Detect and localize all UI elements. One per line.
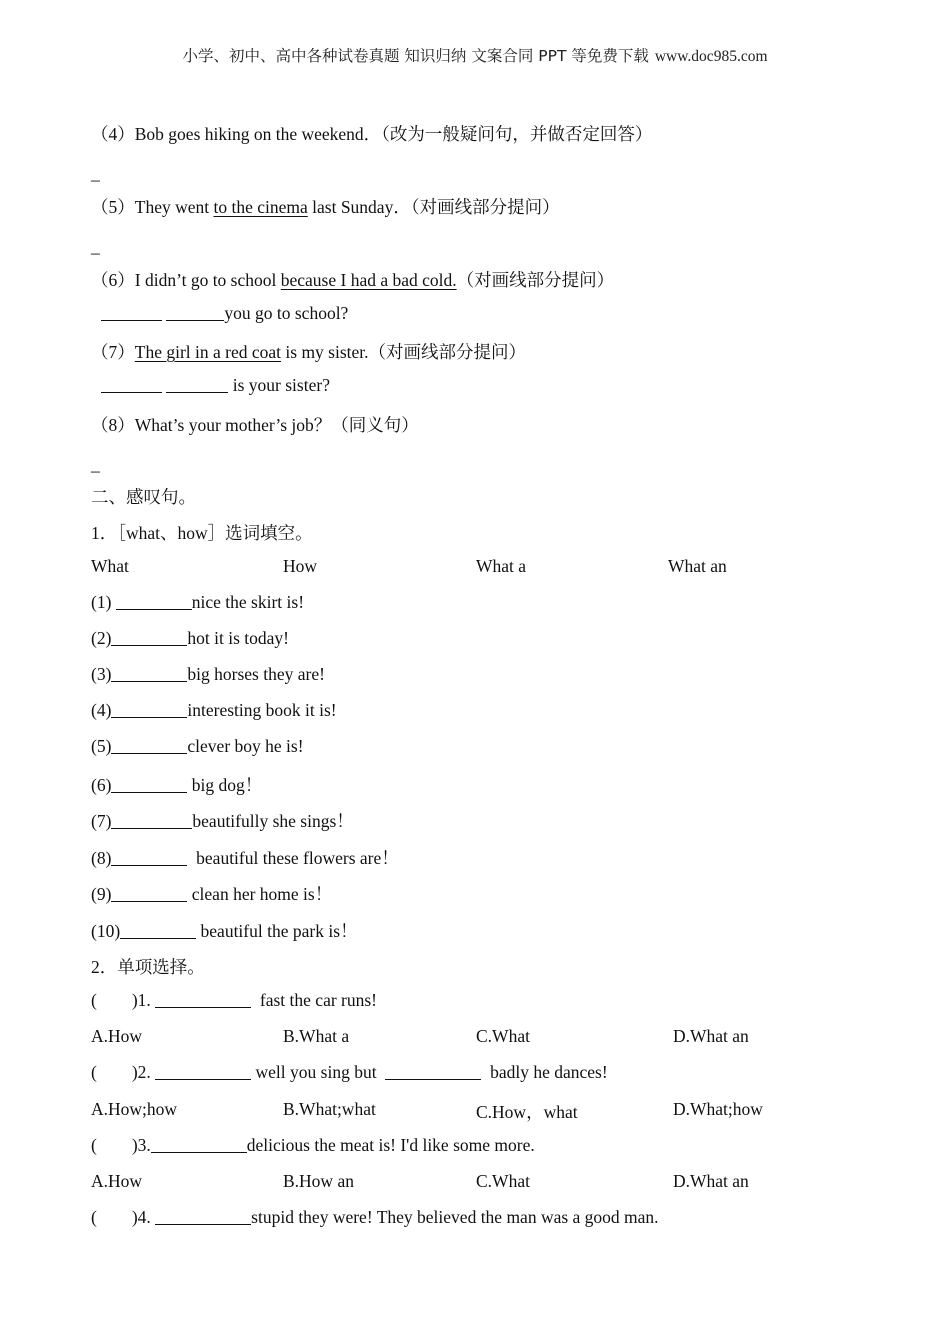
fill-item [91,628,289,649]
answer-7 [101,375,330,396]
fill-item [91,881,332,906]
answer-line-5[interactable]: _ [91,236,100,256]
q5-pre: （5）They went [91,197,214,217]
blank[interactable] [111,813,192,829]
fill-item-num: (10) [91,921,121,941]
fill-item-text: beautiful these flowers are！ [187,848,399,868]
fill-item-text: beautiful the park is！ [196,921,358,941]
blank[interactable] [166,305,224,321]
mc-stem-mid: well you sing but [251,1062,386,1082]
word-option-what-a: What a [476,556,527,576]
blank[interactable] [151,1137,247,1153]
blank[interactable] [166,377,228,393]
mc1-option-a[interactable]: A.How [91,1026,143,1046]
fill-item [91,592,304,613]
mc-stem: delicious the meat is! I'd like some more. [246,1135,535,1155]
mc-stem: fast the car runs! [251,990,378,1010]
fill-item [91,918,358,943]
fill-item-text: interesting book it is! [187,700,337,720]
mc3-option-b[interactable]: B.How an [283,1171,354,1191]
fill-item-num: (4) [91,700,112,720]
fill-item-num: (1) [91,592,116,612]
mc3-option-d[interactable]: D.What an [673,1171,749,1191]
answer-line-4[interactable]: _ [91,163,100,183]
fill-item-text: big dog！ [187,775,263,795]
blank[interactable] [155,1209,251,1225]
mc3-option-a[interactable]: A.How [91,1171,143,1191]
fill-item [91,808,354,833]
fill-item-text: clean her home is！ [187,884,333,904]
q6-pre: （6）I didn’t go to school [91,270,281,290]
answer-line-8[interactable]: _ [91,454,100,474]
subsection-1-title: 1．［what、how］选词填空。 [91,523,313,543]
blank[interactable] [111,886,187,902]
fill-item-text: clever boy he is! [187,736,304,756]
mc-question-2 [91,1062,608,1083]
answer-paren[interactable]: ( )2. [91,1062,156,1082]
section-2-title: 二、感叹句。 [91,487,196,507]
mc1-option-c[interactable]: C.What [476,1026,530,1046]
fill-item-num: (5) [91,736,112,756]
question-5 [91,194,560,219]
q5-underlined: to the cinema [213,197,308,217]
q7-answer-tail: is your sister? [228,375,330,395]
q5-post: last Sunday．（对画线部分提问） [307,197,560,217]
question-7 [91,339,526,364]
blank[interactable] [111,738,187,754]
q6-underlined: because I had a bad cold. [280,270,457,290]
answer-paren[interactable]: ( )3. [91,1135,151,1155]
mc-question-3 [91,1135,535,1156]
fill-item-num: (6) [91,775,112,795]
fill-item-text: nice the skirt is! [191,592,305,612]
fill-item-num: (3) [91,664,112,684]
header-url[interactable]: www.doc985.com [654,48,768,65]
fill-item-text: beautifully she sings！ [192,811,354,831]
blank[interactable] [120,923,196,939]
mc2-option-b[interactable]: B.What;what [283,1099,376,1119]
mc1-option-b[interactable]: B.What a [283,1026,350,1046]
fill-item [91,664,325,685]
word-option-what: What [91,556,129,576]
fill-item-text: hot it is today! [187,628,289,648]
blank[interactable] [111,777,187,793]
blank[interactable] [111,666,187,682]
mc-question-1 [91,990,377,1011]
q6-post: （对画线部分提问） [456,270,615,290]
subsection-2-title: 2．单项选择。 [91,957,205,977]
question-6 [91,267,614,292]
fill-item [91,700,337,721]
question-4: （4）Bob goes hiking on the weekend．（改为一般疑问句，并做否定回答） [91,124,653,144]
mc-stem: stupid they were! They believed the man was a good man. [251,1207,659,1227]
word-option-what-an: What an [668,556,727,576]
blank[interactable] [116,594,192,610]
blank[interactable] [111,850,187,866]
q7-underlined: The girl in a red coat [134,342,282,362]
fill-item-num: (8) [91,848,112,868]
word-option-how: How [283,556,318,576]
page-header [0,44,950,66]
blank[interactable] [155,992,251,1008]
fill-item-num: (2) [91,628,112,648]
blank[interactable] [111,702,187,718]
mc-question-4 [91,1207,659,1228]
fill-item [91,845,399,870]
fill-item-num: (7) [91,811,112,831]
q6-answer-tail: you go to school? [224,303,349,323]
fill-item-num: (9) [91,884,112,904]
blank[interactable] [385,1064,481,1080]
mc2-option-c[interactable]: C.How，what [476,1102,578,1122]
fill-item-text: big horses they are! [187,664,325,684]
blank[interactable] [155,1064,251,1080]
blank[interactable] [111,630,187,646]
fill-item [91,736,304,757]
mc-stem-end: badly he dances! [481,1062,608,1082]
mc2-option-a[interactable]: A.How;how [91,1099,178,1119]
answer-6 [101,303,348,324]
header-text: 小学、初中、高中各种试卷真题 知识归纳 文案合同 PPT 等免费下载 [182,47,649,65]
mc2-option-d[interactable]: D.What;how [673,1099,763,1119]
q7-post: is my sister.（对画线部分提问） [281,342,527,362]
question-8: （8）What’s your mother’s job？（同义句） [91,415,419,435]
blank[interactable] [101,377,162,393]
answer-paren[interactable]: ( )4. [91,1207,156,1227]
mc1-option-d[interactable]: D.What an [673,1026,749,1046]
q7-pre: （7） [91,342,135,362]
blank[interactable] [101,305,162,321]
answer-paren[interactable]: ( )1. [91,990,156,1010]
mc3-option-c[interactable]: C.What [476,1171,530,1191]
fill-item [91,772,262,797]
